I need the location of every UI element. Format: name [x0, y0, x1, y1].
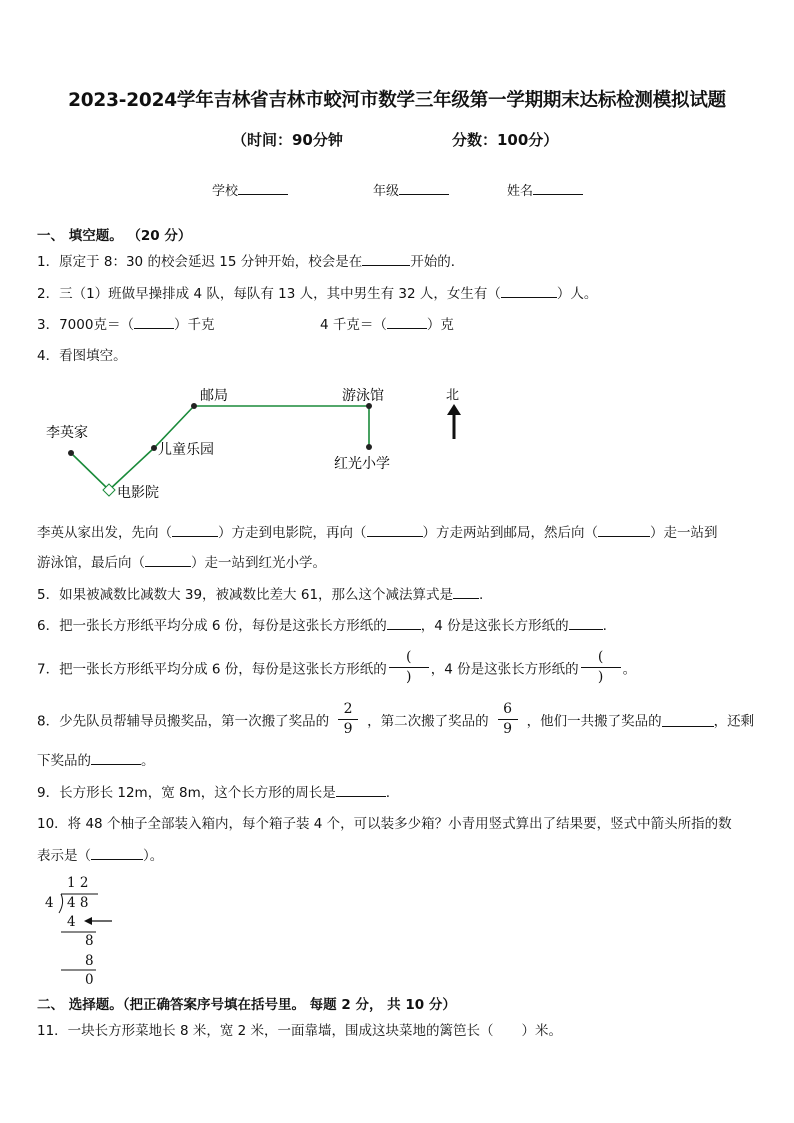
answer-blank[interactable]: [569, 616, 603, 631]
time-info: （时间：90分钟: [232, 131, 343, 149]
answer-blank[interactable]: [367, 523, 423, 538]
label-home: 李英家: [46, 425, 88, 441]
label-post-office: 邮局: [200, 388, 228, 404]
name-label: 姓名: [507, 184, 534, 199]
question-3a: 3．7000克＝（ ）千克: [37, 313, 214, 333]
remainder-final: 0: [85, 972, 94, 988]
pointer-arrow-icon: [84, 917, 112, 925]
post-office-dot: [191, 403, 197, 409]
north-arrow-icon: [445, 403, 463, 441]
fraction: $\frac{2}{9}$: [338, 700, 358, 739]
answer-blank[interactable]: [362, 252, 410, 267]
label-cinema: 电影院: [117, 485, 159, 501]
quotient: 1 2: [67, 875, 89, 891]
question-8-line-1: 8．少先队员帮辅导员搬奖品，第一次搬了奖品的 $\frac{2}{9}$ ，第二次搬了奖品的 $\frac{6}{9}$ ，他们一共搬了奖品的 ，还剩: [37, 701, 755, 737]
fraction-blank[interactable]: $\frac{(}{)}$: [581, 648, 621, 687]
fraction-blank[interactable]: $\frac{(}{)}$: [389, 648, 429, 687]
question-5: 5．如果被减数比减数大 39，被减数比差大 61，那么这个减法算式是 .: [37, 583, 483, 603]
question-9: 9．长方形长 12m，宽 8m，这个长方形的周长是 .: [37, 781, 390, 801]
answer-blank[interactable]: [134, 315, 174, 330]
school-label: 学校: [212, 184, 239, 199]
route-map: [36, 380, 460, 502]
partial-product-1: 4: [67, 914, 76, 930]
answer-blank[interactable]: [91, 846, 143, 861]
remainder-1: 8: [85, 933, 94, 949]
school-dot: [366, 444, 372, 450]
question-11: 11．一块长方形菜地长 8 米，宽 2 米，一面靠墙，围成这块菜地的篱笆长（ ）米。: [37, 1023, 563, 1039]
question-7: 7．把一张长方形纸平均分成 6 份，每份是这张长方形纸的 $\frac{(}{)}$ ，4 份是这张长方形纸的 $\frac{(}{)}$ 。: [37, 649, 637, 685]
question-10-line-1: 10．将 48 个柚子全部装入箱内，每个箱子装 4 个，可以装多少箱？小青用竖式算出了结果要，竖式中箭头所指的数: [37, 816, 732, 832]
page-title: 2023-2024学年吉林省吉林市蛟河市数学三年级第一学期期末达标检测模拟试题: [68, 90, 726, 111]
question-8-line-2: 下奖品的 。: [37, 749, 155, 769]
name-field[interactable]: [507, 180, 583, 199]
label-school: 红光小学: [334, 456, 390, 472]
answer-blank[interactable]: [387, 315, 427, 330]
route-line: [71, 406, 369, 490]
dividend: 4 8: [67, 895, 89, 911]
partial-product-2: 8: [85, 953, 94, 969]
question-1: 1．原定于 8：30 的校会延迟 15 分钟开始，校会是在 开始的．: [37, 250, 464, 270]
long-division: [40, 873, 120, 988]
answer-blank[interactable]: [172, 523, 218, 538]
grade-field[interactable]: [373, 180, 449, 199]
question-6: 6．把一张长方形纸平均分成 6 份，每份是这张长方形纸的 ，4 份是这张长方形纸的 .: [37, 614, 607, 634]
question-2: 2．三（1）班做早操排成 4 队，每队有 13 人，其中男生有 32 人，女生有（ ）人。: [37, 282, 597, 302]
answer-blank[interactable]: [91, 751, 141, 766]
home-dot: [68, 450, 74, 456]
section-1-heading: 一、 填空题。 （20 分）: [37, 228, 192, 244]
answer-blank[interactable]: [453, 585, 479, 600]
question-10-line-2: 表示是（ ）。: [37, 844, 163, 864]
answer-blank[interactable]: [145, 553, 191, 568]
answer-blank[interactable]: [336, 783, 386, 798]
answer-blank[interactable]: [501, 284, 557, 299]
answer-blank[interactable]: [662, 712, 714, 727]
park-dot: [151, 445, 157, 451]
question-4-line-2: 游泳馆，最后向（ ）走一站到红光小学。: [37, 551, 326, 571]
divisor: 4: [45, 895, 54, 911]
fraction: $\frac{6}{9}$: [498, 700, 518, 739]
label-pool: 游泳馆: [342, 388, 384, 404]
answer-blank[interactable]: [387, 616, 421, 631]
grade-label: 年级: [373, 184, 400, 199]
label-park: 儿童乐园: [158, 442, 214, 458]
question-4: 4．看图填空。: [37, 348, 127, 364]
question-3b: 4 千克＝（ ）克: [320, 313, 454, 333]
label-north: 北: [446, 388, 460, 403]
school-field[interactable]: [212, 180, 288, 199]
section-2-heading: 二、 选择题。（把正确答案序号填在括号里。 每题 2 分， 共 10 分）: [37, 997, 456, 1013]
score-info: 分数：100分）: [452, 131, 559, 149]
answer-blank[interactable]: [598, 523, 650, 538]
question-4-line-1: 李英从家出发，先向（ ）方走到电影院，再向（ ）方走两站到邮局，然后向（ ）走一站到: [37, 521, 718, 541]
